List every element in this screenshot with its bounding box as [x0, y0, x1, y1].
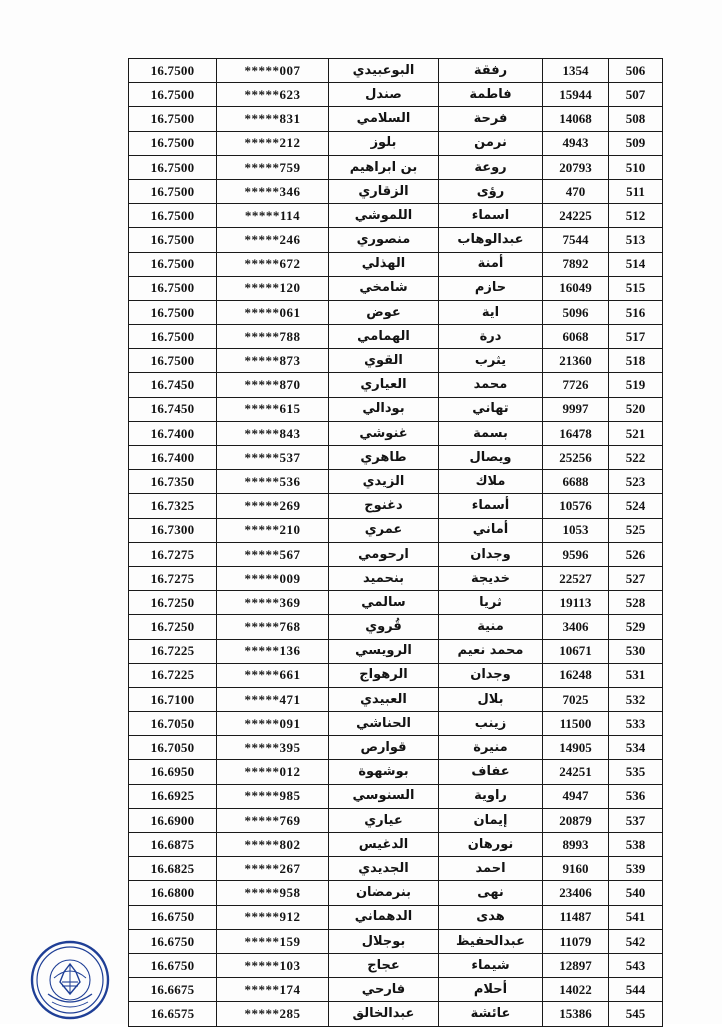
- cell-last-name: منصوري: [329, 228, 439, 252]
- cell-file-number: 4947: [543, 784, 609, 808]
- cell-last-name: بنرمضان: [329, 881, 439, 905]
- cell-last-name: سالمي: [329, 591, 439, 615]
- cell-first-name: خديجة: [439, 566, 543, 590]
- cell-score: 16.6750: [129, 929, 217, 953]
- cell-rank: 525: [609, 518, 663, 542]
- cell-last-name: طاهري: [329, 446, 439, 470]
- cell-last-name: عياري: [329, 808, 439, 832]
- cell-masked-id: *****623: [217, 83, 329, 107]
- cell-last-name: البوعبيدي: [329, 59, 439, 83]
- cell-masked-id: *****661: [217, 663, 329, 687]
- cell-first-name: أماني: [439, 518, 543, 542]
- table-row: [129, 228, 663, 252]
- cell-last-name: بنحميد: [329, 566, 439, 590]
- cell-rank: 521: [609, 421, 663, 445]
- cell-masked-id: *****159: [217, 929, 329, 953]
- results-table-container: [128, 58, 662, 1027]
- table-row: [129, 687, 663, 711]
- cell-rank: 527: [609, 566, 663, 590]
- cell-score: 16.7275: [129, 542, 217, 566]
- table-row: [129, 736, 663, 760]
- table-row: [129, 349, 663, 373]
- cell-last-name: قوارص: [329, 736, 439, 760]
- cell-file-number: 15944: [543, 83, 609, 107]
- cell-last-name: الدغيس: [329, 833, 439, 857]
- cell-first-name: ويصال: [439, 446, 543, 470]
- cell-score: 16.7100: [129, 687, 217, 711]
- cell-file-number: 9997: [543, 397, 609, 421]
- cell-first-name: عائشة: [439, 1002, 543, 1026]
- cell-score: 16.7250: [129, 591, 217, 615]
- table-row: [129, 373, 663, 397]
- cell-file-number: 1354: [543, 59, 609, 83]
- cell-rank: 530: [609, 639, 663, 663]
- cell-first-name: يثرب: [439, 349, 543, 373]
- cell-first-name: أحلام: [439, 978, 543, 1002]
- table-row: [129, 397, 663, 421]
- cell-first-name: شيماء: [439, 953, 543, 977]
- cell-file-number: 21360: [543, 349, 609, 373]
- table-row: [129, 881, 663, 905]
- cell-masked-id: *****985: [217, 784, 329, 808]
- cell-rank: 528: [609, 591, 663, 615]
- cell-score: 16.6950: [129, 760, 217, 784]
- cell-masked-id: *****103: [217, 953, 329, 977]
- table-row: [129, 494, 663, 518]
- cell-rank: 531: [609, 663, 663, 687]
- cell-masked-id: *****369: [217, 591, 329, 615]
- cell-last-name: الحناشي: [329, 712, 439, 736]
- cell-first-name: عبدالحفيظ: [439, 929, 543, 953]
- cell-first-name: فاطمة: [439, 83, 543, 107]
- cell-file-number: 7025: [543, 687, 609, 711]
- table-row: [129, 325, 663, 349]
- cell-score: 16.6750: [129, 953, 217, 977]
- cell-file-number: 14068: [543, 107, 609, 131]
- cell-last-name: الهذلي: [329, 252, 439, 276]
- cell-score: 16.6925: [129, 784, 217, 808]
- cell-rank: 515: [609, 276, 663, 300]
- table-row: [129, 905, 663, 929]
- table-row: [129, 300, 663, 324]
- table-row: [129, 566, 663, 590]
- cell-file-number: 4943: [543, 131, 609, 155]
- cell-first-name: رفقة: [439, 59, 543, 83]
- cell-score: 16.7500: [129, 204, 217, 228]
- cell-rank: 537: [609, 808, 663, 832]
- cell-rank: 511: [609, 179, 663, 203]
- cell-last-name: فارحي: [329, 978, 439, 1002]
- cell-score: 16.7500: [129, 83, 217, 107]
- table-row: [129, 615, 663, 639]
- cell-first-name: اية: [439, 300, 543, 324]
- results-table: [128, 58, 663, 1027]
- cell-rank: 522: [609, 446, 663, 470]
- cell-file-number: 3406: [543, 615, 609, 639]
- cell-last-name: الزيدي: [329, 470, 439, 494]
- cell-first-name: راوية: [439, 784, 543, 808]
- table-row: [129, 276, 663, 300]
- cell-file-number: 20879: [543, 808, 609, 832]
- cell-masked-id: *****120: [217, 276, 329, 300]
- cell-masked-id: *****768: [217, 615, 329, 639]
- cell-masked-id: *****212: [217, 131, 329, 155]
- cell-rank: 540: [609, 881, 663, 905]
- cell-file-number: 9596: [543, 542, 609, 566]
- cell-masked-id: *****346: [217, 179, 329, 203]
- cell-first-name: حازم: [439, 276, 543, 300]
- cell-masked-id: *****210: [217, 518, 329, 542]
- cell-masked-id: *****269: [217, 494, 329, 518]
- cell-score: 16.7500: [129, 228, 217, 252]
- cell-first-name: أسماء: [439, 494, 543, 518]
- cell-masked-id: *****395: [217, 736, 329, 760]
- cell-last-name: غنوشي: [329, 421, 439, 445]
- cell-masked-id: *****246: [217, 228, 329, 252]
- cell-file-number: 16478: [543, 421, 609, 445]
- cell-file-number: 6068: [543, 325, 609, 349]
- cell-first-name: درة: [439, 325, 543, 349]
- table-row: [129, 929, 663, 953]
- cell-file-number: 6688: [543, 470, 609, 494]
- cell-masked-id: *****114: [217, 204, 329, 228]
- cell-masked-id: *****769: [217, 808, 329, 832]
- cell-first-name: محمد: [439, 373, 543, 397]
- cell-file-number: 24225: [543, 204, 609, 228]
- cell-rank: 541: [609, 905, 663, 929]
- cell-masked-id: *****873: [217, 349, 329, 373]
- cell-masked-id: *****759: [217, 155, 329, 179]
- cell-rank: 535: [609, 760, 663, 784]
- cell-last-name: العبيدي: [329, 687, 439, 711]
- table-row: [129, 833, 663, 857]
- cell-masked-id: *****136: [217, 639, 329, 663]
- table-row: [129, 857, 663, 881]
- table-row: [129, 204, 663, 228]
- cell-file-number: 5096: [543, 300, 609, 324]
- cell-first-name: فرحة: [439, 107, 543, 131]
- table-row: [129, 808, 663, 832]
- cell-first-name: عفاف: [439, 760, 543, 784]
- cell-masked-id: *****912: [217, 905, 329, 929]
- cell-last-name: بوجلال: [329, 929, 439, 953]
- table-row: [129, 591, 663, 615]
- cell-rank: 519: [609, 373, 663, 397]
- table-row: [129, 470, 663, 494]
- cell-score: 16.7500: [129, 107, 217, 131]
- cell-first-name: روعة: [439, 155, 543, 179]
- cell-rank: 533: [609, 712, 663, 736]
- cell-rank: 545: [609, 1002, 663, 1026]
- table-row: [129, 953, 663, 977]
- cell-file-number: 16248: [543, 663, 609, 687]
- cell-last-name: السلامي: [329, 107, 439, 131]
- table-row: [129, 131, 663, 155]
- cell-masked-id: *****009: [217, 566, 329, 590]
- cell-score: 16.7350: [129, 470, 217, 494]
- cell-last-name: الدهماني: [329, 905, 439, 929]
- cell-masked-id: *****615: [217, 397, 329, 421]
- cell-file-number: 10576: [543, 494, 609, 518]
- table-row: [129, 663, 663, 687]
- cell-last-name: الرهواج: [329, 663, 439, 687]
- cell-rank: 526: [609, 542, 663, 566]
- cell-file-number: 14905: [543, 736, 609, 760]
- cell-masked-id: *****267: [217, 857, 329, 881]
- cell-score: 16.6900: [129, 808, 217, 832]
- cell-last-name: الهمامي: [329, 325, 439, 349]
- cell-masked-id: *****061: [217, 300, 329, 324]
- cell-last-name: عجاج: [329, 953, 439, 977]
- results-table-body: [129, 59, 663, 1027]
- cell-score: 16.7500: [129, 131, 217, 155]
- table-row: [129, 1002, 663, 1026]
- cell-file-number: 8993: [543, 833, 609, 857]
- cell-first-name: عبدالوهاب: [439, 228, 543, 252]
- cell-masked-id: *****285: [217, 1002, 329, 1026]
- official-stamp: [28, 938, 112, 1022]
- cell-score: 16.7050: [129, 712, 217, 736]
- cell-score: 16.7275: [129, 566, 217, 590]
- cell-rank: 523: [609, 470, 663, 494]
- cell-masked-id: *****672: [217, 252, 329, 276]
- cell-last-name: عمري: [329, 518, 439, 542]
- cell-file-number: 7892: [543, 252, 609, 276]
- table-row: [129, 518, 663, 542]
- cell-file-number: 11487: [543, 905, 609, 929]
- cell-first-name: احمد: [439, 857, 543, 881]
- table-row: [129, 639, 663, 663]
- cell-last-name: بلوز: [329, 131, 439, 155]
- cell-masked-id: *****537: [217, 446, 329, 470]
- cell-first-name: اسماء: [439, 204, 543, 228]
- cell-masked-id: *****843: [217, 421, 329, 445]
- cell-last-name: عوض: [329, 300, 439, 324]
- cell-score: 16.7500: [129, 59, 217, 83]
- cell-rank: 512: [609, 204, 663, 228]
- cell-score: 16.7250: [129, 615, 217, 639]
- cell-rank: 510: [609, 155, 663, 179]
- cell-score: 16.7450: [129, 373, 217, 397]
- cell-rank: 506: [609, 59, 663, 83]
- cell-first-name: منيرة: [439, 736, 543, 760]
- cell-rank: 516: [609, 300, 663, 324]
- cell-last-name: قُروي: [329, 615, 439, 639]
- cell-rank: 534: [609, 736, 663, 760]
- cell-score: 16.6750: [129, 905, 217, 929]
- cell-masked-id: *****802: [217, 833, 329, 857]
- cell-file-number: 24251: [543, 760, 609, 784]
- cell-score: 16.6575: [129, 1002, 217, 1026]
- cell-first-name: زينب: [439, 712, 543, 736]
- cell-file-number: 11079: [543, 929, 609, 953]
- cell-masked-id: *****091: [217, 712, 329, 736]
- table-row: [129, 421, 663, 445]
- cell-score: 16.7500: [129, 179, 217, 203]
- cell-file-number: 7726: [543, 373, 609, 397]
- cell-score: 16.7500: [129, 300, 217, 324]
- cell-last-name: شامخي: [329, 276, 439, 300]
- cell-last-name: العياري: [329, 373, 439, 397]
- cell-score: 16.7225: [129, 663, 217, 687]
- cell-masked-id: *****012: [217, 760, 329, 784]
- cell-file-number: 10671: [543, 639, 609, 663]
- cell-score: 16.7400: [129, 421, 217, 445]
- cell-score: 16.7500: [129, 325, 217, 349]
- cell-file-number: 20793: [543, 155, 609, 179]
- cell-score: 16.7500: [129, 252, 217, 276]
- table-row: [129, 712, 663, 736]
- cell-first-name: رؤى: [439, 179, 543, 203]
- cell-first-name: هدى: [439, 905, 543, 929]
- table-row: [129, 446, 663, 470]
- cell-masked-id: *****471: [217, 687, 329, 711]
- cell-last-name: الرويسي: [329, 639, 439, 663]
- cell-masked-id: *****788: [217, 325, 329, 349]
- cell-score: 16.6675: [129, 978, 217, 1002]
- cell-score: 16.7500: [129, 349, 217, 373]
- cell-rank: 513: [609, 228, 663, 252]
- cell-last-name: القوي: [329, 349, 439, 373]
- cell-rank: 538: [609, 833, 663, 857]
- cell-first-name: ملاك: [439, 470, 543, 494]
- cell-last-name: صندل: [329, 83, 439, 107]
- cell-first-name: بلال: [439, 687, 543, 711]
- cell-last-name: بودالي: [329, 397, 439, 421]
- cell-file-number: 14022: [543, 978, 609, 1002]
- cell-last-name: ارحومي: [329, 542, 439, 566]
- table-row: [129, 978, 663, 1002]
- cell-masked-id: *****870: [217, 373, 329, 397]
- cell-file-number: 12897: [543, 953, 609, 977]
- table-row: [129, 252, 663, 276]
- cell-score: 16.6825: [129, 857, 217, 881]
- cell-masked-id: *****567: [217, 542, 329, 566]
- cell-file-number: 23406: [543, 881, 609, 905]
- cell-file-number: 22527: [543, 566, 609, 590]
- cell-masked-id: *****536: [217, 470, 329, 494]
- cell-score: 16.7050: [129, 736, 217, 760]
- cell-first-name: بسمة: [439, 421, 543, 445]
- cell-file-number: 19113: [543, 591, 609, 615]
- cell-first-name: منية: [439, 615, 543, 639]
- cell-first-name: أمنة: [439, 252, 543, 276]
- cell-last-name: الزقاري: [329, 179, 439, 203]
- cell-last-name: الجديدي: [329, 857, 439, 881]
- cell-rank: 539: [609, 857, 663, 881]
- cell-masked-id: *****174: [217, 978, 329, 1002]
- cell-score: 16.7300: [129, 518, 217, 542]
- cell-last-name: عبدالخالق: [329, 1002, 439, 1026]
- cell-rank: 529: [609, 615, 663, 639]
- cell-rank: 536: [609, 784, 663, 808]
- cell-first-name: تهاني: [439, 397, 543, 421]
- cell-score: 16.7500: [129, 155, 217, 179]
- cell-score: 16.7450: [129, 397, 217, 421]
- cell-rank: 520: [609, 397, 663, 421]
- cell-masked-id: *****958: [217, 881, 329, 905]
- cell-rank: 532: [609, 687, 663, 711]
- cell-last-name: السنوسي: [329, 784, 439, 808]
- cell-score: 16.6875: [129, 833, 217, 857]
- cell-file-number: 7544: [543, 228, 609, 252]
- cell-file-number: 16049: [543, 276, 609, 300]
- cell-last-name: بن ابراهيم: [329, 155, 439, 179]
- cell-rank: 509: [609, 131, 663, 155]
- cell-score: 16.7325: [129, 494, 217, 518]
- cell-rank: 544: [609, 978, 663, 1002]
- cell-rank: 543: [609, 953, 663, 977]
- cell-score: 16.7400: [129, 446, 217, 470]
- cell-first-name: وجدان: [439, 542, 543, 566]
- cell-first-name: نرمن: [439, 131, 543, 155]
- cell-rank: 524: [609, 494, 663, 518]
- cell-file-number: 11500: [543, 712, 609, 736]
- cell-rank: 514: [609, 252, 663, 276]
- cell-score: 16.7500: [129, 276, 217, 300]
- cell-rank: 508: [609, 107, 663, 131]
- cell-file-number: 9160: [543, 857, 609, 881]
- cell-file-number: 15386: [543, 1002, 609, 1026]
- table-row: [129, 784, 663, 808]
- cell-first-name: إيمان: [439, 808, 543, 832]
- cell-file-number: 25256: [543, 446, 609, 470]
- cell-masked-id: *****007: [217, 59, 329, 83]
- cell-rank: 542: [609, 929, 663, 953]
- table-row: [129, 83, 663, 107]
- table-row: [129, 760, 663, 784]
- cell-rank: 517: [609, 325, 663, 349]
- cell-masked-id: *****831: [217, 107, 329, 131]
- cell-last-name: دغنوج: [329, 494, 439, 518]
- cell-first-name: ثريا: [439, 591, 543, 615]
- cell-last-name: بوشهوة: [329, 760, 439, 784]
- cell-file-number: 470: [543, 179, 609, 203]
- table-row: [129, 542, 663, 566]
- cell-first-name: وجدان: [439, 663, 543, 687]
- table-row: [129, 59, 663, 83]
- table-row: [129, 179, 663, 203]
- cell-first-name: نهى: [439, 881, 543, 905]
- cell-first-name: نورهان: [439, 833, 543, 857]
- table-row: [129, 107, 663, 131]
- cell-score: 16.6800: [129, 881, 217, 905]
- cell-first-name: محمد نعيم: [439, 639, 543, 663]
- cell-rank: 518: [609, 349, 663, 373]
- cell-last-name: اللموشي: [329, 204, 439, 228]
- cell-score: 16.7225: [129, 639, 217, 663]
- table-row: [129, 155, 663, 179]
- cell-file-number: 1053: [543, 518, 609, 542]
- cell-rank: 507: [609, 83, 663, 107]
